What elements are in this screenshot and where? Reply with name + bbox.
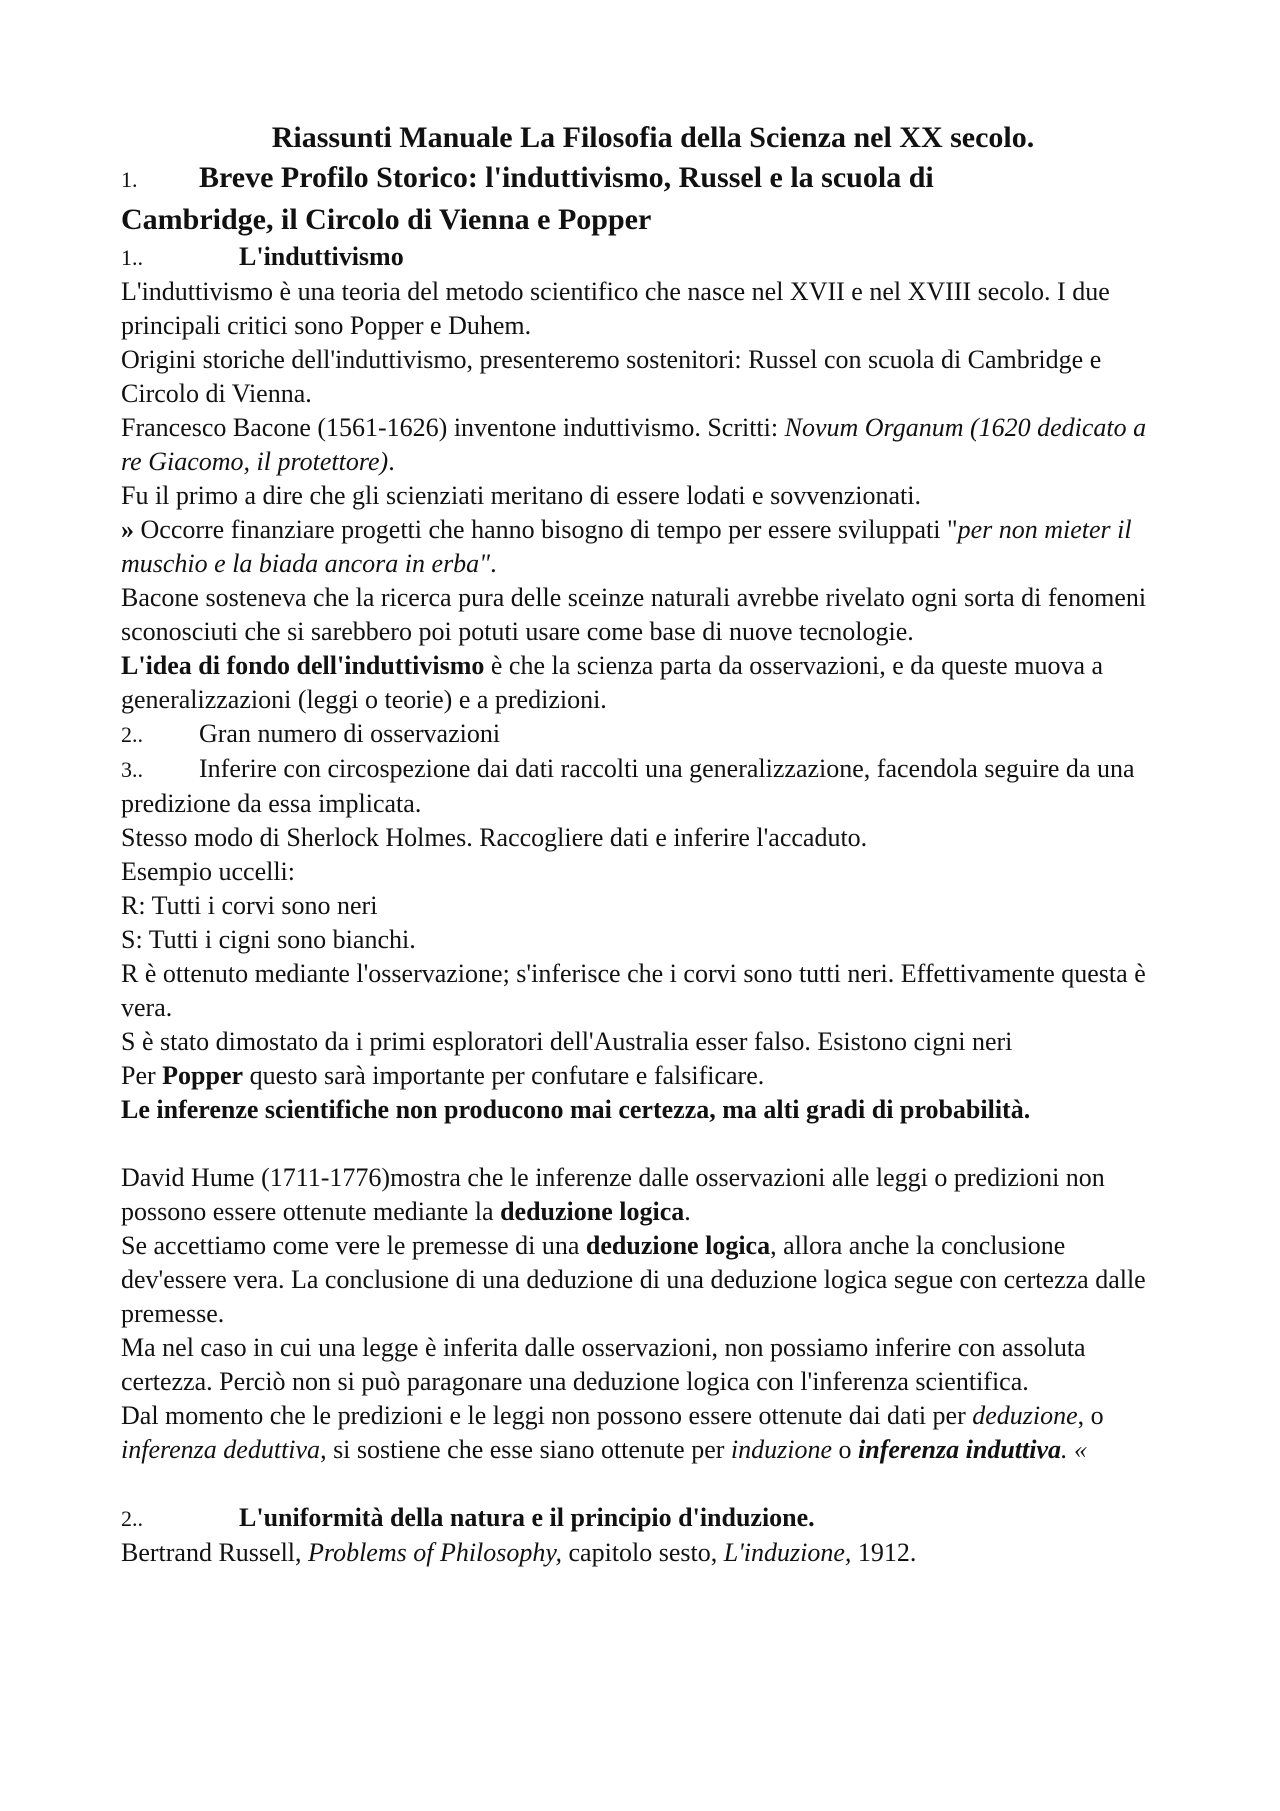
- paragraph: [121, 649, 1171, 717]
- paragraph: [121, 1536, 1171, 1570]
- italic-text: Problems of Philosophy,: [308, 1538, 563, 1567]
- paragraph: Origini storiche dell'induttivismo, presenteremo sostenitori: Russel con scuola di Cambridge e Circolo di Vienna.: [121, 345, 1102, 408]
- italic-text: deduzione: [972, 1401, 1078, 1430]
- bullet-glyph: »: [121, 515, 141, 544]
- paragraph: [121, 513, 1171, 581]
- paragraph: Esempio uccelli:: [121, 857, 296, 886]
- bold-italic-text: inferenza induttiva: [858, 1435, 1061, 1464]
- text-run: o: [832, 1435, 859, 1464]
- spacer: [121, 1127, 1171, 1161]
- subsection-heading-1: [121, 240, 1171, 275]
- paragraph: S: Tutti i cigni sono bianchi.: [121, 925, 416, 954]
- list-item: [121, 717, 1171, 752]
- text-run: .: [490, 549, 497, 578]
- paragraph: [121, 1399, 1171, 1467]
- paragraph: [121, 1059, 1171, 1093]
- paragraph: Stesso modo di Sherlock Holmes. Raccogliere dati e inferire l'accaduto.: [121, 823, 868, 852]
- paragraph: R: Tutti i corvi sono neri: [121, 891, 378, 920]
- list-number: 2..: [121, 722, 143, 747]
- bold-text: Popper: [162, 1061, 244, 1090]
- bold-text: deduzione logica: [585, 1231, 771, 1260]
- italic-text: per non mieter il muschio e la biada ancora in erba": [121, 515, 1132, 578]
- subsection-number: 1..: [121, 245, 143, 270]
- text-run: David Hume (1711-1776)mostra che le inferenze dalle osservazioni alle leggi o predizioni non possono essere ottenute mediante la: [121, 1163, 1105, 1226]
- text-run: è che la scienza parta da osservazioni, e da queste muova a generalizzazioni (leggi o teorie) e a predizioni.: [121, 651, 1104, 714]
- list-text: Gran numero di osservazioni: [199, 719, 501, 748]
- paragraph: S è stato dimostato da i primi esploratori dell'Australia esser falso. Esistono cigni neri: [121, 1027, 1013, 1056]
- text-run: Dal momento che le predizioni e le leggi non possono essere ottenute dai dati per: [121, 1401, 973, 1430]
- section-heading-1: [121, 158, 1171, 240]
- italic-text: . «: [1061, 1435, 1087, 1464]
- text-run: , allora anche la conclusione dev'essere vera. La conclusione di una deduzione di una deduzione logica segue con certezza dalle premesse.: [121, 1231, 1146, 1328]
- italic-text: Novum Organum (1620 dedicato a re Giacomo, il protettore): [121, 413, 1147, 476]
- list-number: 3..: [121, 757, 143, 782]
- paragraph: [121, 1161, 1171, 1229]
- bold-text: L'idea di fondo dell'induttivismo: [121, 651, 485, 680]
- text-run: , o: [1077, 1401, 1104, 1430]
- text-run: Bertrand Russell,: [121, 1538, 309, 1567]
- paragraph: Ma nel caso in cui una legge è inferita dalle osservazioni, non possiamo inferire con assoluta certezza. Perciò non si può paragonare una deduzione logica con l'inferenza scientifica.: [121, 1333, 1086, 1396]
- section-heading-line2: Cambridge, il Circolo di Vienna e Popper: [121, 203, 652, 236]
- section-number: 1.: [121, 167, 138, 192]
- paragraph: [121, 1229, 1171, 1331]
- text-run: 1912.: [851, 1538, 917, 1567]
- section-heading-line1: Breve Profilo Storico: l'induttivismo, Russel e la scuola di: [199, 161, 934, 194]
- italic-text: inferenza deduttiva: [121, 1435, 321, 1464]
- bold-text: deduzione logica: [500, 1197, 685, 1226]
- subsection-title: L'uniformità della natura e il principio d'induzione.: [239, 1503, 815, 1532]
- paragraph: Bacone sosteneva che la ricerca pura delle sceinze naturali avrebbe rivelato ogni sorta di fenomeni sconosciuti che si sarebbero poi potuti usare come base di nuove tecnologie.: [121, 583, 1147, 646]
- document-page: [121, 118, 1171, 1570]
- list-text: Inferire con circospezione dai dati raccolti una generalizzazione, facendola seguire da una predizione da essa implicata.: [121, 754, 1135, 818]
- text-run: .: [388, 447, 395, 476]
- text-run: Per: [121, 1061, 163, 1090]
- text-run: capitolo sesto,: [562, 1538, 724, 1567]
- bold-text: Le inferenze scientifiche non producono mai certezza, ma alti gradi di probabilità.: [121, 1095, 1031, 1124]
- text-run: .: [684, 1197, 691, 1226]
- paragraph: R è ottenuto mediante l'osservazione; s'inferisce che i corvi sono tutti neri. Effettivamente questa è vera.: [121, 959, 1146, 1022]
- paragraph: [121, 411, 1171, 479]
- subsection-title: L'induttivismo: [239, 242, 404, 271]
- italic-text: induzione: [730, 1435, 833, 1464]
- paragraph: Fu il primo a dire che gli scienziati meritano di essere lodati e sovvenzionati.: [121, 481, 921, 510]
- paragraph: L'induttivismo è una teoria del metodo scientifico che nasce nel XVII e nel XVIII secolo. I due principali critici sono Popper e Duhem.: [121, 277, 1110, 340]
- italic-text: L'induzione,: [723, 1538, 852, 1567]
- paragraph: [121, 1093, 1171, 1127]
- text-run: Occorre finanziare progetti che hanno bisogno di tempo per essere sviluppati ": [140, 515, 958, 544]
- spacer: [121, 1467, 1171, 1501]
- text-run: Francesco Bacone (1561-1626) inventone induttivismo. Scritti:: [121, 413, 785, 442]
- subsection-number: 2..: [121, 1506, 143, 1531]
- text-run: Se accettiamo come vere le premesse di una: [121, 1231, 586, 1260]
- document-title: Riassunti Manuale La Filosofia della Scienza nel XX secolo.: [271, 121, 1035, 154]
- list-item: [121, 752, 1171, 821]
- text-run: , si sostiene che esse siano ottenute per: [320, 1435, 731, 1464]
- subsection-heading-2: [121, 1501, 1171, 1536]
- text-run: questo sarà importante per confutare e falsificare.: [243, 1061, 765, 1090]
